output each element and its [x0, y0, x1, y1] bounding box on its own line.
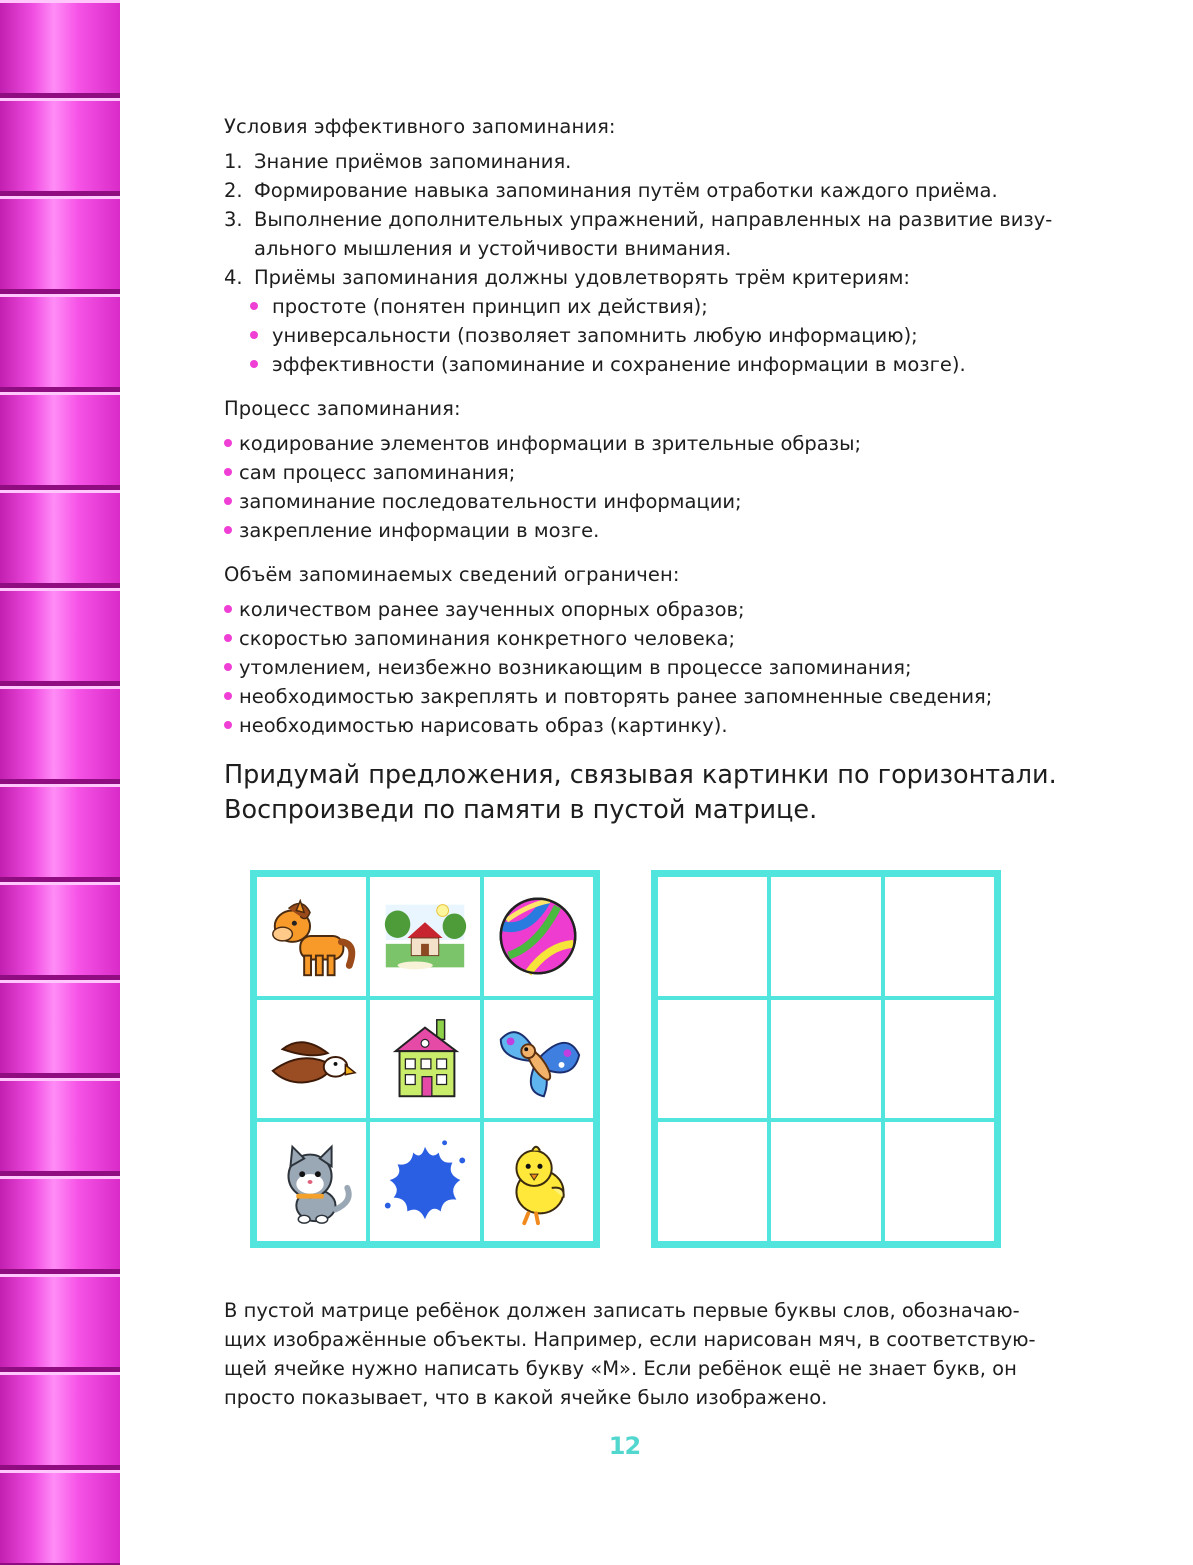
matrix-cell	[255, 998, 368, 1121]
strip-block	[0, 294, 120, 392]
empty-cell[interactable]	[656, 875, 769, 998]
strip-block	[0, 588, 120, 686]
list-item	[224, 624, 1090, 653]
empty-cell[interactable]	[656, 998, 769, 1121]
empty-cell[interactable]	[656, 1120, 769, 1243]
item-text: ального мышления и устойчивости внимания.	[254, 237, 732, 260]
house-icon	[376, 1010, 474, 1108]
list-item	[224, 653, 1090, 682]
bullet-icon	[250, 331, 258, 339]
note-line: щей ячейке нужно написать букву «М». Если ребёнок ещё не знает букв, он	[224, 1357, 1017, 1380]
list-item	[250, 350, 1090, 379]
matrix-cell	[482, 875, 595, 998]
matrix-cell	[482, 1120, 595, 1243]
page-number: 12	[608, 1432, 641, 1460]
item-text: Выполнение дополнительных упражнений, направленных на развитие визу-	[254, 208, 1053, 231]
empty-cell[interactable]	[769, 1120, 882, 1243]
bullet-icon	[224, 692, 232, 700]
note-line: щих изображённые объекты. Например, если нарисован мяч, в соответствую-	[224, 1328, 1036, 1351]
strip-block	[0, 1176, 120, 1274]
bullet-icon	[224, 468, 232, 476]
strip-block	[0, 686, 120, 784]
strip-block	[0, 1274, 120, 1372]
empty-cell[interactable]	[883, 1120, 996, 1243]
criteria-list	[224, 292, 1090, 379]
matrix-cell	[368, 875, 481, 998]
strip-block	[0, 784, 120, 882]
list-item-text: эффективности (запоминание и сохранение информации в мозге).	[272, 353, 966, 376]
list-item	[224, 458, 1090, 487]
butterfly-icon	[489, 1010, 587, 1108]
bullet-icon	[224, 526, 232, 534]
blue-blot-icon	[376, 1133, 474, 1231]
bullet-icon	[224, 634, 232, 642]
list-item	[224, 516, 1090, 545]
bird-icon	[263, 1010, 361, 1108]
strip-block	[0, 1470, 120, 1565]
matrix-cell	[482, 998, 595, 1121]
decorative-side-strip	[0, 0, 120, 1565]
list-item-text: запоминание последовательности информации;	[239, 490, 742, 513]
numbered-item-continuation	[224, 234, 1090, 263]
numbered-item	[224, 263, 1090, 292]
strip-block	[0, 196, 120, 294]
list-item-text: закрепление информации в мозге.	[239, 519, 600, 542]
picture-matrix	[250, 870, 600, 1248]
task-instruction	[224, 758, 1090, 828]
numbered-item	[224, 176, 1090, 205]
list-item	[250, 321, 1090, 350]
empty-cell[interactable]	[769, 875, 882, 998]
item-text: Приёмы запоминания должны удовлетворять трём критериям:	[254, 266, 910, 289]
strip-block	[0, 392, 120, 490]
list-item-text: кодирование элементов информации в зрительные образы;	[239, 432, 862, 455]
list-item	[224, 487, 1090, 516]
note-line: просто показывает, что в какой ячейке было изображено.	[224, 1386, 828, 1409]
instruction-note	[224, 1296, 1090, 1412]
bullet-icon	[250, 302, 258, 310]
list-item-text: необходимостью закреплять и повторять ранее запомненные сведения;	[239, 685, 993, 708]
kitten-icon	[263, 1133, 361, 1231]
bullet-icon	[250, 360, 258, 368]
matrix-cell	[255, 875, 368, 998]
horse-icon	[263, 887, 361, 985]
list-item	[224, 429, 1090, 458]
ball-icon	[489, 887, 587, 985]
strip-block	[0, 980, 120, 1078]
list-item-text: сам процесс запоминания;	[239, 461, 516, 484]
item-number	[224, 234, 254, 263]
list-item-text: утомлением, неизбежно возникающим в процессе запоминания;	[239, 656, 912, 679]
strip-block	[0, 1078, 120, 1176]
bullet-icon	[224, 439, 232, 447]
bullet-icon	[224, 721, 232, 729]
numbered-item	[224, 205, 1090, 234]
strip-block	[0, 0, 120, 98]
section-heading-process: Процесс запоминания:	[224, 397, 461, 420]
section-heading-conditions: Условия эффективного запоминания:	[224, 115, 616, 138]
item-text: Знание приёмов запоминания.	[254, 150, 572, 173]
item-number: 3.	[224, 208, 243, 231]
list-item-text: необходимостью нарисовать образ (картинку).	[239, 714, 728, 737]
strip-block	[0, 98, 120, 196]
task-line: Воспроизведи по памяти в пустой матрице.	[224, 795, 818, 825]
item-number: 1.	[224, 150, 243, 173]
item-number: 2.	[224, 179, 243, 202]
matrix-cell	[368, 998, 481, 1121]
chick-icon	[489, 1133, 587, 1231]
bullet-icon	[224, 605, 232, 613]
list-item	[224, 595, 1090, 624]
bullet-icon	[224, 497, 232, 505]
matrix-cell	[255, 1120, 368, 1243]
item-number: 4.	[224, 266, 243, 289]
list-item-text: универсальности (позволяет запомнить любую информацию);	[272, 324, 918, 347]
empty-cell[interactable]	[769, 998, 882, 1121]
main-text	[224, 112, 1090, 740]
note-line: В пустой матрице ребёнок должен записать первые буквы слов, обозначаю-	[224, 1299, 1020, 1322]
bullet-icon	[224, 663, 232, 671]
list-item-text: простоте (понятен принцип их действия);	[272, 295, 708, 318]
matrix-cell	[368, 1120, 481, 1243]
strip-block	[0, 490, 120, 588]
empty-cell[interactable]	[883, 875, 996, 998]
list-item	[224, 682, 1090, 711]
list-item-text: скоростью запоминания конкретного человека;	[239, 627, 736, 650]
list-item	[224, 711, 1090, 740]
section-heading-volume: Объём запоминаемых сведений ограничен:	[224, 563, 680, 586]
item-text: Формирование навыка запоминания путём отработки каждого приёма.	[254, 179, 998, 202]
numbered-item	[224, 147, 1090, 176]
strip-block	[0, 882, 120, 980]
list-item	[250, 292, 1090, 321]
task-line: Придумай предложения, связывая картинки по горизонтали.	[224, 760, 1057, 790]
list-item-text: количеством ранее заученных опорных образов;	[239, 598, 745, 621]
empty-matrix	[651, 870, 1001, 1248]
landscape-house-icon	[376, 887, 474, 985]
empty-cell[interactable]	[883, 998, 996, 1121]
